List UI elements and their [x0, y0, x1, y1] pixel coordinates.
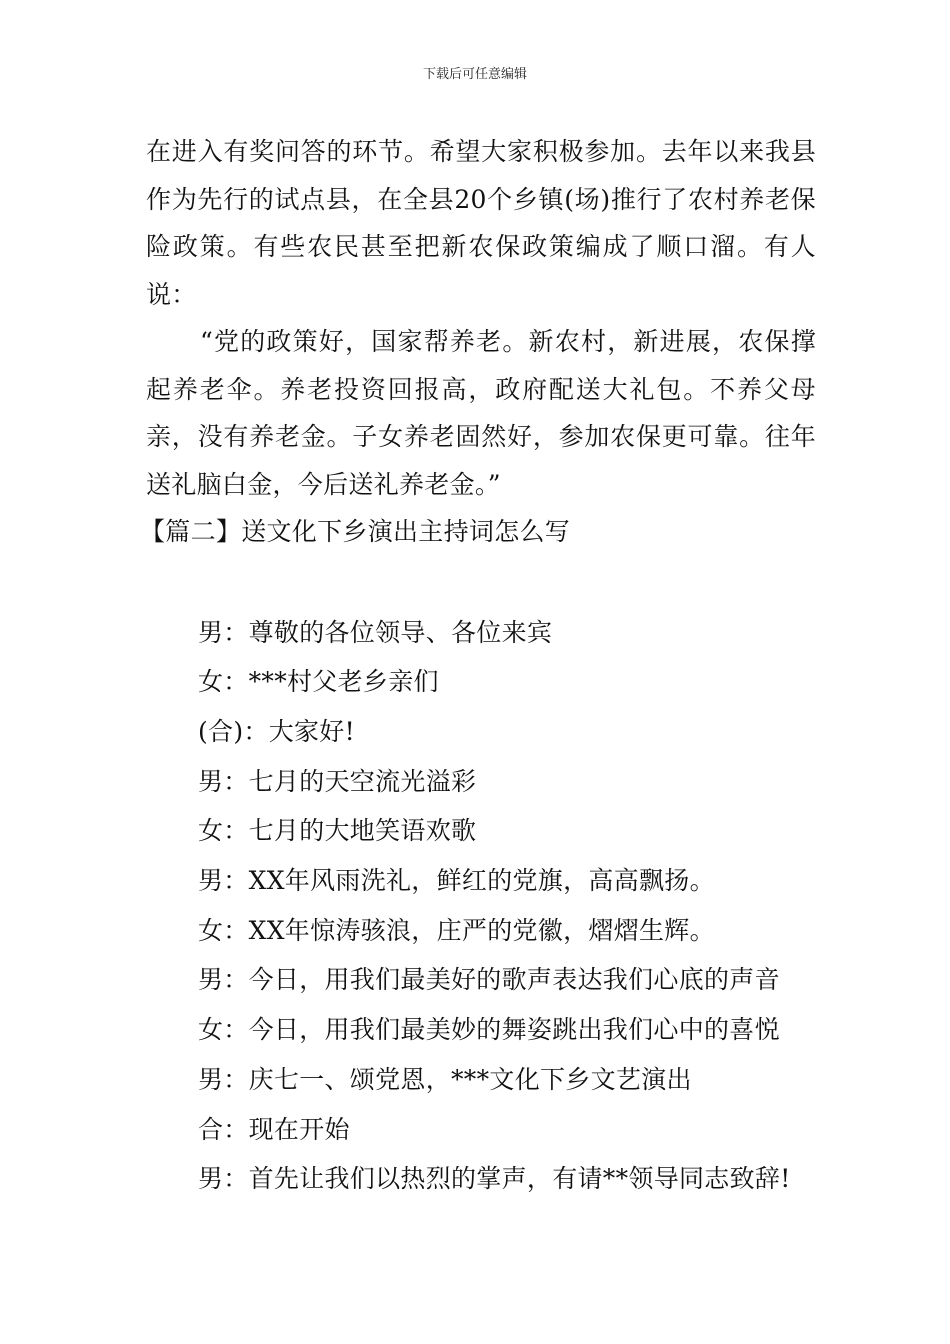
- dialogue-line: (合)：大家好!: [198, 716, 355, 746]
- dialogue-line: 男：XX年风雨洗礼，鲜红的党旗，高高飘扬。: [198, 866, 715, 896]
- dialogue-line: 女：今日，用我们最美妙的舞姿跳出我们心中的喜悦: [198, 1015, 780, 1045]
- quote-paragraph: “党的政策好，国家帮养老。新农村，新进展，农保撑起养老伞。养老投资回报高，政府配送大礼包。不养父母亲，没有养老金。子女养老固然好，参加农保更可靠。往年送礼脑白金，今后送礼养老金。”: [146, 327, 816, 499]
- dialogue-line: 合：现在开始: [198, 1114, 350, 1144]
- dialogue-line: 男：七月的天空流光溢彩: [198, 766, 477, 796]
- page-header-note: 下载后可任意编辑: [422, 67, 527, 82]
- dialogue-line: 女：XX年惊涛骇浪，庄严的党徽，熠熠生辉。: [198, 915, 715, 945]
- dialogue-line: 男：尊敬的各位领导、各位来宾: [198, 617, 553, 647]
- dialogue-line: 女：***村父老乡亲们: [198, 667, 439, 697]
- dialogue-line: 男：庆七一、颂党恩，***文化下乡文艺演出: [198, 1064, 692, 1094]
- dialogue-line: 男：今日，用我们最美好的歌声表达我们心底的声音: [198, 965, 780, 995]
- intro-paragraph: 在进入有奖问答的环节。希望大家积极参加。去年以来我县作为先行的试点县，在全县20个乡镇(场)推行了农村养老保险政策。有些农民甚至把新农保政策编成了顺口溜。有人说：: [146, 137, 816, 309]
- dialogue-line: 女：七月的大地笑语欢歌: [198, 816, 477, 846]
- section-title: 【篇二】送文化下乡演出主持词怎么写: [140, 517, 571, 546]
- host-dialogue: [146, 608, 816, 1204]
- dialogue-line: 男：首先让我们以热烈的掌声，有请**领导同志致辞!: [198, 1164, 791, 1194]
- document-body: [140, 128, 816, 1204]
